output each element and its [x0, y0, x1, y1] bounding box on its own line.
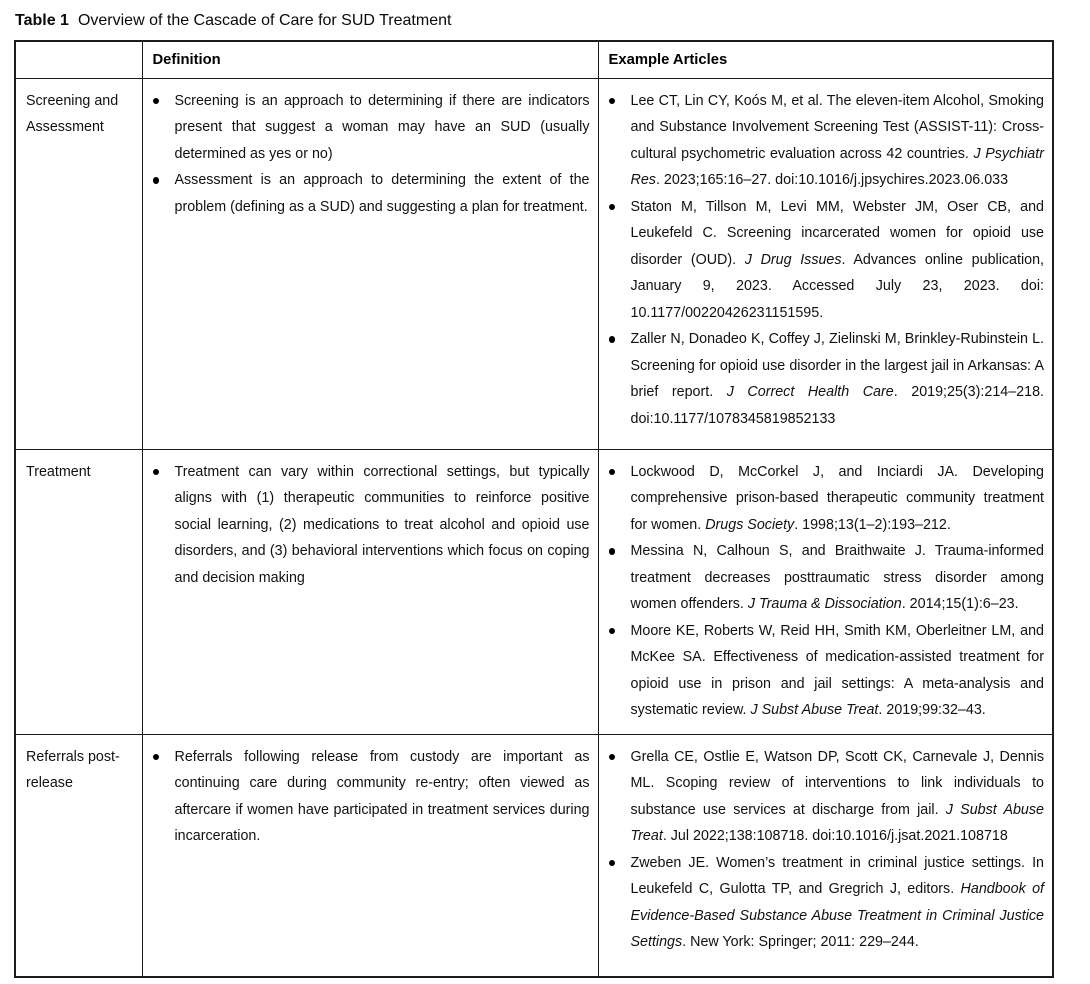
stage-cell: Screening and Assessment: [15, 78, 142, 449]
table-row: [15, 78, 1053, 449]
bullet-item: [609, 744, 1045, 850]
table-number-label: Table 1: [15, 12, 69, 29]
bullet-item: [153, 744, 590, 850]
bullet-text: [631, 459, 1045, 539]
header-cell-example-articles: Example Articles: [598, 41, 1053, 78]
text-segment: Zweben JE. Women’s treatment in criminal justice settings. In Leukefeld C, Gulotta TP, and Gregrich J, editors.: [630, 854, 1044, 897]
text-segment: Lee CT, Lin CY, Koós M, et al. The eleven-item Alcohol, Smoking and Substance Involvement Screening Test (ASSIST-11): Cross-cultural psychometric evaluation across 42 countries.: [630, 92, 1044, 162]
text-segment: Assessment is an approach to determining the extent of the problem (defining as a SUD) and suggesting a plan for treatment.: [174, 172, 590, 215]
italic-text-segment: J Trauma & Dissociation: [747, 596, 902, 612]
articles-bullet-list: [609, 88, 1045, 433]
bullet-item: [153, 167, 590, 220]
articles-bullet-list: [609, 459, 1045, 724]
bullet-text: [175, 88, 590, 168]
text-segment: Lockwood D, McCorkel J, and Inciardi JA. Developing comprehensive prison-based therapeutic community treatment for women.: [630, 463, 1044, 533]
header-cell-definition: Definition: [142, 41, 598, 78]
text-segment: Screening is an approach to determining if there are indicators present that suggest a woman may have an SUD (usually determined as yes or no): [174, 92, 590, 162]
italic-text-segment: J Correct Health Care: [726, 384, 894, 400]
header-cell-stage: [15, 41, 142, 78]
text-segment: Grella CE, Ostlie E, Watson DP, Scott CK, Carnevale J, Dennis ML. Scoping review of interventions to link individuals to substance use services at discharge from jail.: [630, 748, 1044, 818]
cascade-of-care-table: [14, 40, 1054, 978]
table-row: [15, 734, 1053, 977]
italic-text-segment: J Psychiatr Res: [630, 145, 1044, 188]
bullet-icon: [609, 538, 631, 618]
bullet-icon: [153, 459, 175, 592]
bullet-text: [631, 744, 1045, 850]
articles-bullet-list: [609, 744, 1045, 956]
bullet-icon: [153, 744, 175, 850]
text-segment: . 2019;25(3):214–218. doi:10.1177/1078345819852133: [630, 384, 1044, 427]
bullet-item: [609, 326, 1045, 432]
text-segment: Staton M, Tillson M, Levi MM, Webster JM, Oser CB, and Leukefeld C. Screening incarcerated women for opioid use disorder (OUD).: [630, 198, 1044, 268]
text-segment: . 2019;99:32–43.: [878, 702, 986, 718]
table-title: [15, 10, 1090, 32]
bullet-icon: [609, 88, 631, 194]
bullet-item: [609, 194, 1045, 327]
text-segment: Treatment can vary within correctional settings, but typically aligns with (1) therapeutic communities to reinforce positive social learning, (2) medications to treat alcohol and opioid use disorders, and (3) behavioral interventions which focus on coping and decision making: [174, 463, 590, 586]
bullet-text: [631, 850, 1045, 956]
bullet-item: [609, 850, 1045, 956]
bullet-item: [153, 88, 590, 168]
definition-bullet-list: [153, 744, 590, 850]
bullet-item: [609, 88, 1045, 194]
text-segment: Messina N, Calhoun S, and Braithwaite J. Trauma-informed treatment decreases posttraumatic stress disorder among women offenders.: [630, 543, 1044, 612]
bullet-text: [631, 618, 1045, 724]
definition-cell: [142, 78, 598, 449]
text-segment: Zaller N, Donadeo K, Coffey J, Zielinski M, Brinkley-Rubinstein L. Screening for opioid use disorder in the largest jail in Arkansas: A brief report.: [630, 331, 1044, 400]
bullet-icon: [153, 167, 175, 220]
bullet-text: [175, 744, 590, 850]
definition-cell: [142, 734, 598, 977]
italic-text-segment: Drugs Society: [705, 516, 795, 533]
text-segment: . Jul 2022;138:108718. doi:10.1016/j.jsat.2021.108718: [662, 828, 1008, 844]
bullet-icon: [609, 850, 631, 956]
text-segment: Moore KE, Roberts W, Reid HH, Smith KM, Oberleitner LM, and McKee SA. Effectiveness of medication-assisted treatment for opioid use in prison and jail settings: A meta-analysis and systematic review.: [630, 622, 1044, 718]
table-row: [15, 449, 1053, 734]
italic-text-segment: J Subst Abuse Treat: [750, 702, 879, 718]
bullet-icon: [153, 88, 175, 168]
definition-bullet-list: [153, 88, 590, 221]
bullet-icon: [609, 326, 631, 432]
bullet-icon: [609, 744, 631, 850]
stage-cell: Treatment: [15, 449, 142, 734]
bullet-text: [175, 167, 590, 220]
bullet-icon: [609, 194, 631, 327]
articles-cell: [598, 78, 1053, 449]
text-segment: . 1998;13(1–2):193–212.: [794, 516, 951, 533]
text-segment: . New York: Springer; 2011: 229–244.: [682, 934, 919, 950]
text-segment: . Advances online publication, January 9, 2023. Accessed July 23, 2023. doi: 10.1177/00220426231151595.: [630, 251, 1044, 321]
text-segment: Referrals following release from custody are important as continuing care during community re-entry; often viewed as aftercare if women have participated in treatment services during incarceration.: [174, 748, 590, 844]
stage-cell: Referrals post-release: [15, 734, 142, 977]
text-segment: . 2023;165:16–27. doi:10.1016/j.jpsychires.2023.06.033: [655, 172, 1009, 188]
text-segment: . 2014;15(1):6–23.: [901, 596, 1019, 612]
italic-text-segment: Handbook of Evidence-Based Substance Abuse Treatment in Criminal Justice Settings: [630, 881, 1045, 950]
italic-text-segment: J Subst Abuse Treat: [630, 801, 1044, 844]
bullet-text: [631, 326, 1045, 432]
bullet-icon: [609, 618, 631, 724]
definition-cell: [142, 449, 598, 734]
table-title-text: Overview of the Cascade of Care for SUD Treatment: [77, 12, 452, 29]
bullet-item: [609, 459, 1045, 539]
articles-cell: [598, 734, 1053, 977]
bullet-item: [153, 459, 590, 592]
bullet-text: [631, 88, 1045, 194]
bullet-text: [175, 459, 590, 592]
bullet-text: [631, 538, 1045, 618]
bullet-icon: [609, 459, 631, 539]
bullet-text: [631, 194, 1045, 327]
bullet-item: [609, 618, 1045, 724]
articles-cell: [598, 449, 1053, 734]
header-row: [15, 41, 1053, 78]
bullet-item: [609, 538, 1045, 618]
italic-text-segment: J Drug Issues: [744, 251, 842, 268]
definition-bullet-list: [153, 459, 590, 592]
